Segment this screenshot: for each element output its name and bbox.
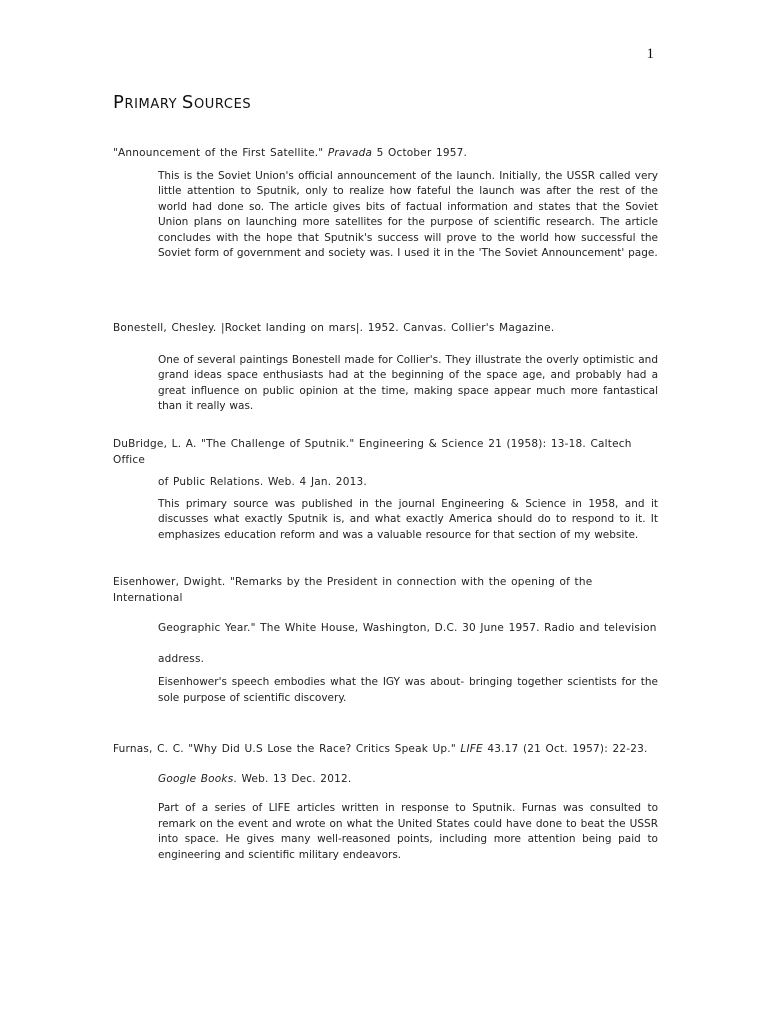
annotation: Eisenhower's speech embodies what the IGY was about- bringing together scientists for the sole purpose of scientific discovery. xyxy=(158,676,658,704)
page-number: 1 xyxy=(646,46,654,62)
annotation: One of several paintings Bonestell made for Collier's. They illustrate the overly optimistic and grand ideas space enthusiasts had at the beginning of the space age, and probably had a great influence on public opinion at the time, making space appear much more fantastical than it really was. xyxy=(158,353,658,412)
page-heading: PRIMARY SOURCES xyxy=(113,92,252,113)
citation: DuBridge, L. A. "The Challenge of Sputnik." Engineering & Science 21 (1958): 13-18. Caltech Office of Public Relations. Web. 4 Jan. 2013. xyxy=(113,438,632,488)
source-entry-eisenhower xyxy=(113,575,658,706)
source-entry-pravda xyxy=(113,146,658,262)
citation: Furnas, C. C. "Why Did U.S Lose the Race? Critics Speak Up." LIFE 43.17 (21 Oct. 1957): 22-23. Google Books. Web. 13 Dec. 2012. xyxy=(113,743,648,785)
annotation: Part of a series of LIFE articles written in response to Sputnik. Furnas was consulted to remark on the event and wrote on what the United States could have done to beat the USSR into space. He gives many well-reasoned points, including more attention being paid to engineering and scientific military endeavors. xyxy=(158,802,658,861)
citation: Bonestell, Chesley. |Rocket landing on mars|. 1952. Canvas. Collier's Magazine. xyxy=(113,322,555,334)
annotation: This is the Soviet Union's official announcement of the launch. Initially, the USSR called very little attention to Sputnik, only to realize how fateful the launch was after the rest of the world had done so. The article gives bits of factual information and states that the Soviet Union plans on launching more satellites for the purpose of scientific research. The article concludes with the hope that Sputnik's success will prove to the world how successful the Soviet form of government and society was. I used it in the 'The Soviet Announcement' page. xyxy=(158,169,658,259)
source-entry-dubridge xyxy=(113,437,658,543)
citation: "Announcement of the First Satellite." Pravada 5 October 1957. xyxy=(113,147,468,159)
source-entry-bonestell xyxy=(113,321,658,415)
citation: Eisenhower, Dwight. "Remarks by the President in connection with the opening of the International Geographic Year." The White House, Washington, D.C. 30 June 1957. Radio and television address. xyxy=(113,576,657,665)
source-entry-furnas xyxy=(113,742,658,863)
annotation: This primary source was published in the journal Engineering & Science in 1958, and it discusses what exactly Sputnik is, and what exactly America should do to respond to it. It emphasizes education reform and was a valuable resource for that section of my website. xyxy=(158,497,658,541)
